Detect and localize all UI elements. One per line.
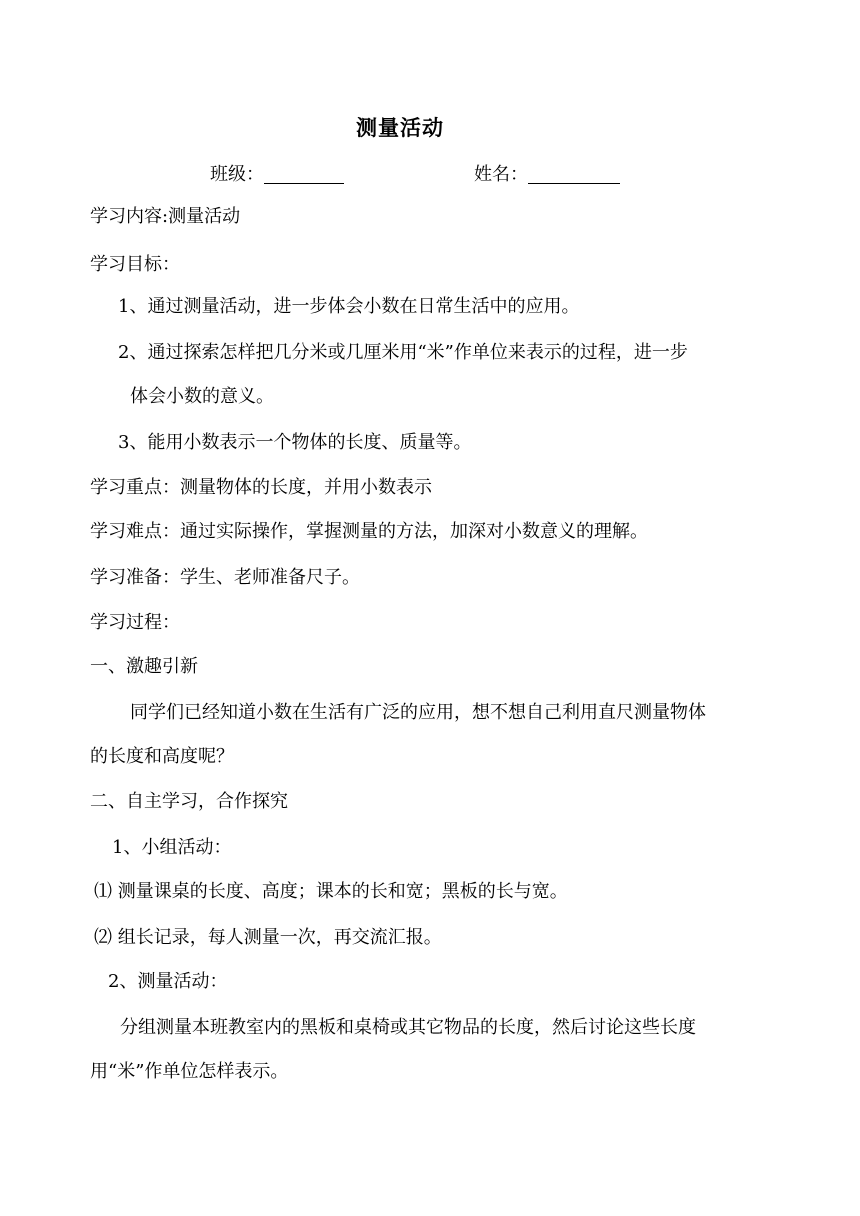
- class-field: [210, 160, 344, 186]
- paragraph-2-line-1: 分组测量本班教室内的黑板和桌椅或其它物品的长度，然后讨论这些长度: [120, 1017, 696, 1038]
- section-heading-2: 二、自主学习，合作探究: [90, 791, 288, 812]
- key-point: 学习重点：测量物体的长度，并用小数表示: [90, 477, 432, 498]
- section-heading-1: 一、激趣引新: [90, 656, 198, 677]
- goal-item-2: 2、通过探索怎样把几分米或几厘米用“米”作单位来表示的过程，进一步: [118, 342, 688, 363]
- study-content: 学习内容:测量活动: [90, 206, 241, 227]
- preparation: 学习准备：学生、老师准备尺子。: [90, 567, 360, 588]
- difficulty: 学习难点：通过实际操作，掌握测量的方法，加深对小数意义的理解。: [90, 521, 648, 542]
- name-field: [474, 160, 620, 186]
- activity-heading-1: 1、小组活动：: [112, 837, 232, 858]
- activity-step-2: ⑵ 组长记录，每人测量一次，再交流汇报。: [94, 927, 442, 948]
- name-label: 姓名：: [474, 164, 528, 185]
- class-blank: [264, 163, 344, 184]
- study-goals-heading: 学习目标：: [90, 254, 180, 275]
- goal-item-2-continued: 体会小数的意义。: [130, 386, 274, 407]
- paragraph-2-line-2: 用“米”作单位怎样表示。: [90, 1061, 289, 1082]
- class-label: 班级：: [210, 164, 264, 185]
- paragraph-1-line-2: 的长度和高度呢？: [90, 746, 234, 767]
- paragraph-1-line-1: 同学们已经知道小数在生活有广泛的应用，想不想自己利用直尺测量物体: [130, 702, 706, 723]
- activity-step-1: ⑴ 测量课桌的长度、高度；课本的长和宽；黑板的长与宽。: [94, 881, 568, 902]
- page-title: 测量活动: [356, 116, 444, 140]
- goal-item-3: 3、能用小数表示一个物体的长度、质量等。: [118, 432, 472, 453]
- process-heading: 学习过程：: [90, 612, 180, 633]
- goal-item-1: 1、通过测量活动，进一步体会小数在日常生活中的应用。: [118, 296, 580, 317]
- activity-heading-2: 2、测量活动：: [108, 971, 228, 992]
- name-blank: [528, 163, 620, 184]
